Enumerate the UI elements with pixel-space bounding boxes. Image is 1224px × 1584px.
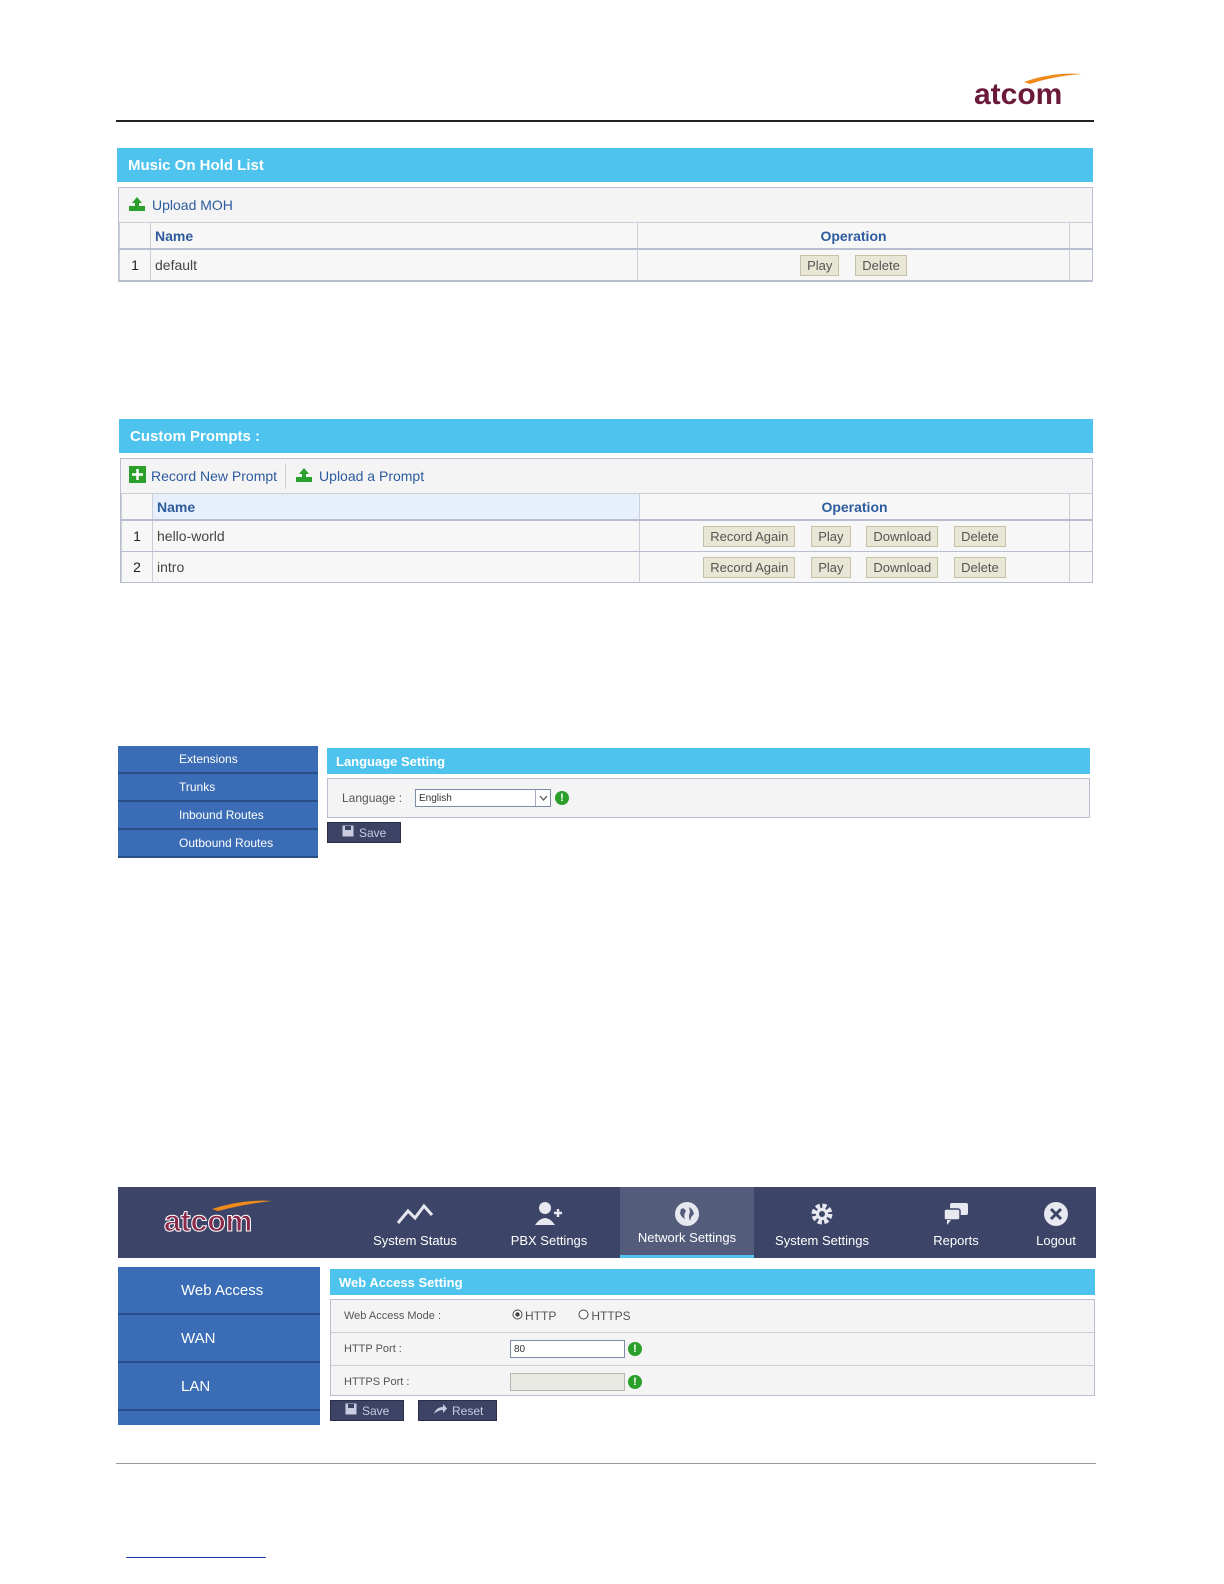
nav-logout[interactable]: [1020, 1187, 1092, 1258]
prompts-toolbar: [121, 459, 1092, 493]
warning-icon: !: [628, 1375, 642, 1389]
header-pad: [1070, 223, 1093, 250]
nav-label: System Settings: [775, 1233, 869, 1248]
table-row: [122, 552, 1093, 583]
warning-icon: !: [555, 791, 569, 805]
play-button[interactable]: Play: [811, 526, 850, 547]
row-pad: [1070, 249, 1093, 281]
language-selected-value: English: [419, 792, 452, 804]
toolbar-separator: [285, 463, 286, 489]
http-port-row: [331, 1333, 1094, 1366]
record-again-button[interactable]: Record Again: [703, 526, 795, 547]
save-label: Save: [359, 825, 387, 840]
https-radio-label: HTTPS: [591, 1309, 631, 1323]
web-access-panel: [330, 1299, 1095, 1396]
gear-icon: [809, 1201, 835, 1230]
top-navbar: [118, 1187, 1096, 1258]
close-circle-icon: [1043, 1201, 1069, 1230]
nav-label: System Status: [373, 1233, 457, 1248]
row-index: 2: [122, 552, 153, 583]
navbar-logo-text: atcom: [164, 1205, 253, 1238]
sidebar-item-lan[interactable]: LAN: [118, 1363, 320, 1411]
nav-system-status[interactable]: [350, 1187, 480, 1258]
index-header: [120, 223, 151, 250]
http-radio[interactable]: [512, 1309, 556, 1323]
nav-label: Reports: [933, 1233, 979, 1248]
https-port-row: [331, 1366, 1094, 1397]
reset-label: Reset: [452, 1403, 484, 1418]
row-operations: [640, 552, 1070, 583]
row-pad: [1070, 520, 1093, 552]
upload-moh-button[interactable]: [127, 196, 241, 215]
sidebar-item-web-access[interactable]: Web Access: [118, 1267, 320, 1315]
play-button[interactable]: Play: [800, 255, 839, 276]
footer-link-underline[interactable]: [126, 1557, 266, 1558]
table-row: [120, 249, 1093, 281]
nav-pbx-settings[interactable]: [490, 1187, 608, 1258]
sidebar-item-wan[interactable]: WAN: [118, 1315, 320, 1363]
nav-network-settings[interactable]: [620, 1187, 754, 1258]
delete-button[interactable]: Delete: [954, 526, 1006, 547]
delete-button[interactable]: Delete: [855, 255, 907, 276]
save-label: Save: [362, 1403, 390, 1418]
http-port-label: HTTP Port :: [344, 1343, 402, 1355]
play-button[interactable]: Play: [811, 557, 850, 578]
row-operations: [638, 249, 1070, 281]
nav-system-settings[interactable]: [764, 1187, 880, 1258]
radio-selected-icon: [512, 1309, 523, 1323]
footer-divider: [116, 1463, 1096, 1464]
web-access-mode-row: [331, 1300, 1094, 1333]
navbar-logo: [162, 1199, 274, 1244]
http-port-input[interactable]: 80: [510, 1340, 625, 1358]
prompts-panel: [120, 458, 1093, 583]
row-index: 1: [120, 249, 151, 281]
download-button[interactable]: Download: [866, 557, 938, 578]
sidebar-item-inbound-routes[interactable]: Inbound Routes: [118, 802, 318, 830]
web-access-save-button[interactable]: [330, 1400, 404, 1421]
upload-prompt-button[interactable]: [294, 467, 432, 486]
upload-moh-label: Upload MOH: [152, 197, 233, 213]
row-index: 1: [122, 520, 153, 552]
language-sidebar: [118, 746, 318, 858]
moh-panel: [118, 187, 1093, 282]
record-new-prompt-button[interactable]: [129, 466, 285, 486]
nav-reports[interactable]: [912, 1187, 1000, 1258]
warning-icon: !: [628, 1342, 642, 1356]
moh-title: Music On Hold List: [128, 156, 264, 174]
upload-prompt-label: Upload a Prompt: [319, 468, 425, 484]
web-access-sidebar: [118, 1267, 320, 1425]
nav-label: Logout: [1036, 1233, 1076, 1248]
operation-header: Operation: [638, 223, 1070, 250]
web-access-title-bar: [330, 1269, 1095, 1295]
nav-label: Network Settings: [637, 1230, 737, 1245]
upload-icon: [127, 196, 147, 215]
sidebar-item-trunks[interactable]: Trunks: [118, 774, 318, 802]
row-name: default: [151, 249, 638, 281]
web-access-reset-button[interactable]: [418, 1400, 497, 1421]
upload-icon: [294, 467, 314, 486]
https-radio[interactable]: [578, 1309, 630, 1323]
moh-toolbar: [119, 188, 1092, 222]
logo-text: atcom: [974, 78, 1063, 110]
name-header: Name: [151, 223, 638, 250]
language-select[interactable]: [415, 789, 551, 807]
nav-label: PBX Settings: [510, 1233, 588, 1248]
https-port-label: HTTPS Port :: [344, 1375, 410, 1388]
language-save-button[interactable]: [327, 822, 401, 843]
table-row: [122, 520, 1093, 552]
record-new-prompt-label: Record New Prompt: [151, 468, 278, 484]
radio-empty-icon: [578, 1309, 589, 1323]
sidebar-item-outbound-routes[interactable]: Outbound Routes: [118, 830, 318, 858]
language-label: Language :: [342, 791, 403, 805]
record-again-button[interactable]: Record Again: [703, 557, 795, 578]
http-radio-label: HTTP: [525, 1309, 557, 1323]
prompts-table: [121, 493, 1092, 583]
globe-icon: [674, 1201, 700, 1230]
reset-arrow-icon: [433, 1403, 447, 1418]
header-pad: [1070, 494, 1093, 521]
row-operations: [640, 520, 1070, 552]
download-button[interactable]: Download: [866, 526, 938, 547]
chat-bubbles-icon: [942, 1201, 970, 1230]
save-icon: [345, 1403, 357, 1418]
add-user-icon: [534, 1201, 564, 1230]
sidebar-item-extensions[interactable]: Extensions: [118, 746, 318, 774]
name-header[interactable]: Name: [153, 494, 640, 521]
atcom-logo: [972, 70, 1084, 110]
moh-table: [119, 222, 1092, 281]
chevron-down-icon: [535, 790, 550, 806]
language-title-bar: [327, 748, 1090, 774]
row-name: intro: [153, 552, 640, 583]
line-chart-icon: [396, 1201, 434, 1230]
delete-button[interactable]: Delete: [954, 557, 1006, 578]
web-access-mode-label: Web Access Mode :: [344, 1310, 442, 1322]
language-title: Language Setting: [336, 753, 446, 769]
prompts-title-bar: [119, 419, 1093, 453]
https-port-input[interactable]: [510, 1373, 625, 1391]
index-header: [122, 494, 153, 521]
language-panel: [327, 778, 1090, 818]
moh-title-bar: [117, 148, 1093, 182]
operation-header: Operation: [640, 494, 1070, 521]
header-divider: [116, 120, 1094, 122]
row-pad: [1070, 552, 1093, 583]
web-access-title: Web Access Setting: [339, 1274, 463, 1290]
row-name: hello-world: [153, 520, 640, 552]
plus-icon: [129, 466, 146, 486]
save-icon: [342, 825, 354, 840]
prompts-title: Custom Prompts :: [130, 427, 261, 445]
